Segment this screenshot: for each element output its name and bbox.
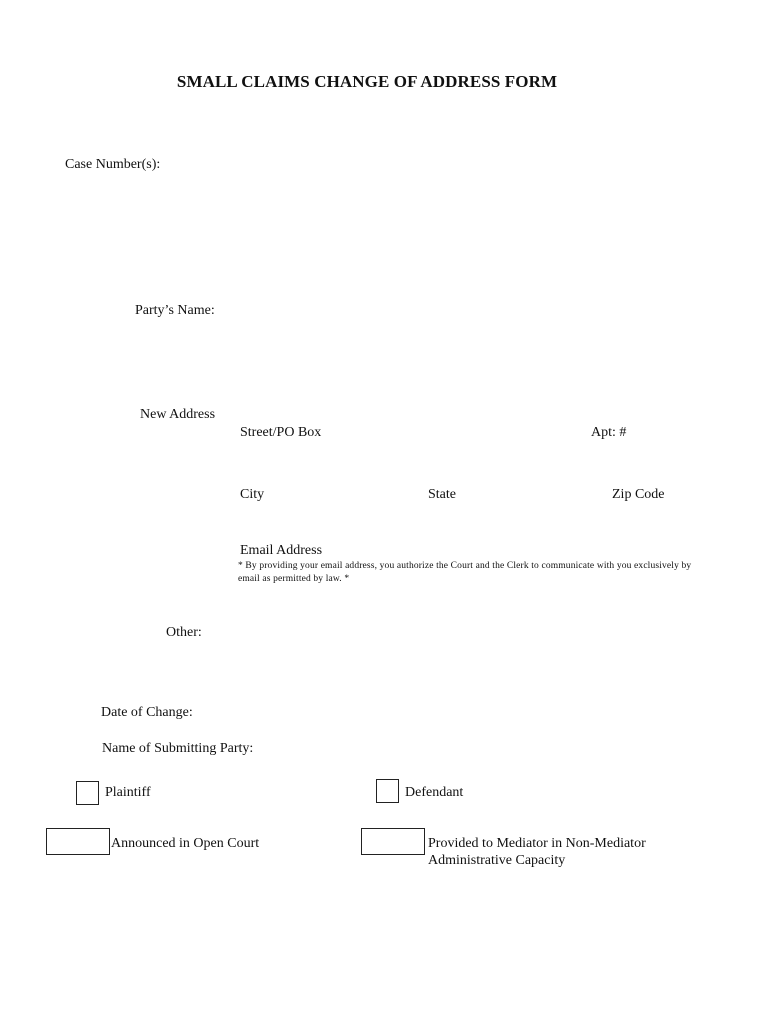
defendant-checkbox[interactable] <box>376 779 399 803</box>
city-label: City <box>240 487 265 502</box>
new-address-label: New Address <box>140 407 216 422</box>
date-of-change-label: Date of Change: <box>101 705 193 720</box>
plaintiff-checkbox[interactable] <box>76 781 99 805</box>
email-address-label: Email Address <box>240 543 323 558</box>
provided-to-mediator-label <box>428 835 646 869</box>
announced-in-open-court-checkbox[interactable] <box>46 828 110 855</box>
plaintiff-label: Plaintiff <box>105 785 151 800</box>
mediator-label-line1: Provided to Mediator in Non-Mediator <box>428 836 646 851</box>
mediator-label-line2: Administrative Capacity <box>428 853 566 868</box>
submitting-party-label: Name of Submitting Party: <box>102 741 254 756</box>
street-label: Street/PO Box <box>240 425 322 440</box>
case-number-label: Case Number(s): <box>65 157 161 172</box>
state-label: State <box>428 487 456 502</box>
party-name-label: Party’s Name: <box>135 303 215 318</box>
defendant-label: Defendant <box>405 785 464 800</box>
provided-to-mediator-checkbox[interactable] <box>361 828 425 855</box>
form-title: SMALL CLAIMS CHANGE OF ADDRESS FORM <box>176 72 558 91</box>
announced-in-open-court-label: Announced in Open Court <box>111 836 260 851</box>
zip-code-label: Zip Code <box>612 487 665 502</box>
email-notice: * By providing your email address, you authorize the Court and the Clerk to communicate with you exclusively by email as permitted by law. * <box>238 561 692 584</box>
other-label: Other: <box>166 625 202 640</box>
apt-label: Apt: # <box>591 425 627 440</box>
